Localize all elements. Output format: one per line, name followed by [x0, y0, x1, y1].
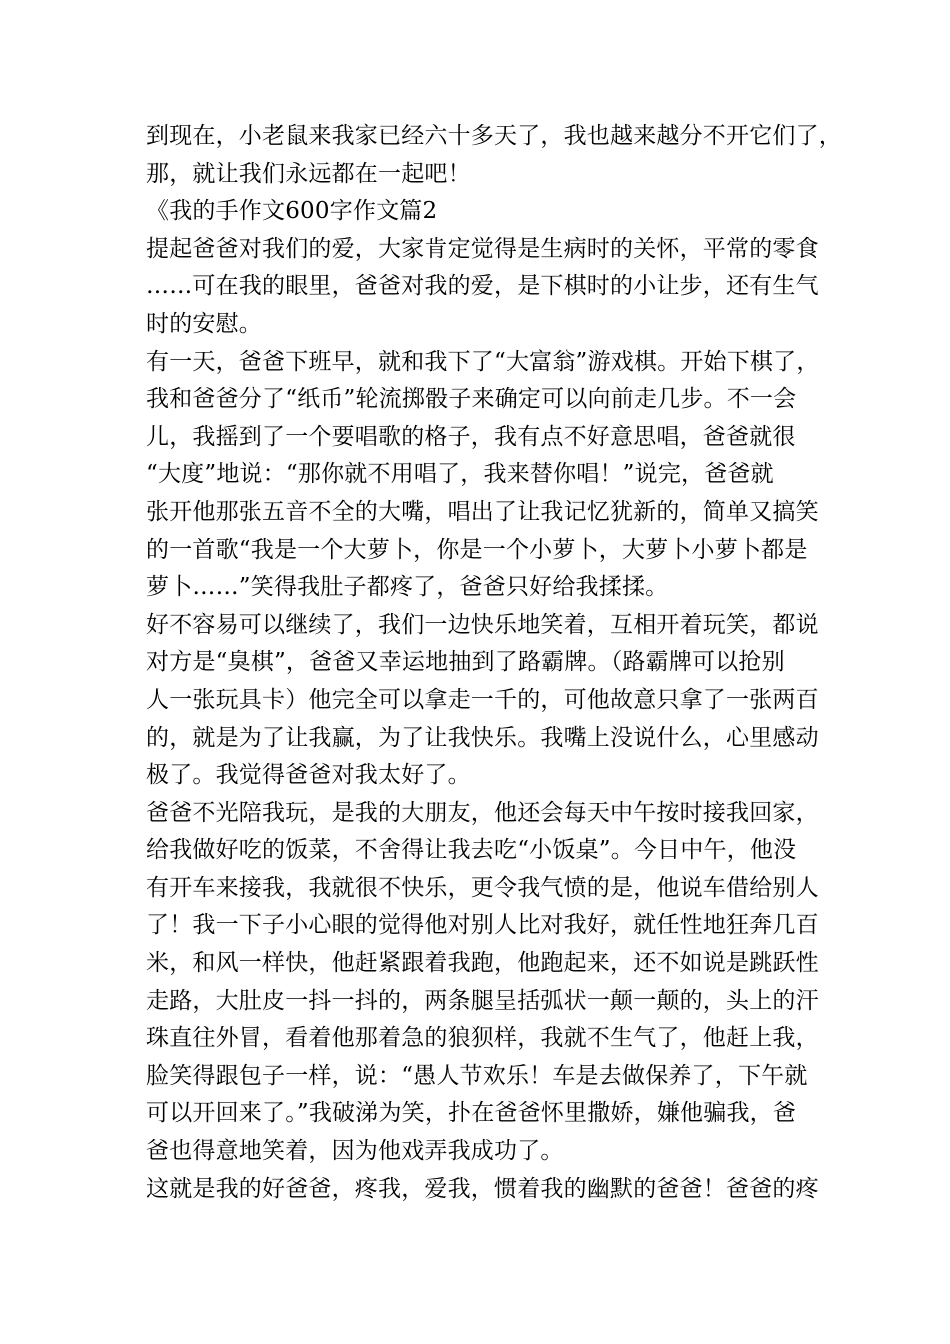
- text-line: 米，和风一样快，他赶紧跟着我跑，他跑起来，还不如说是跳跃性: [146, 950, 819, 977]
- text-line: 好不容易可以继续了，我们一边快乐地笑着，互相开着玩笑，都说: [146, 611, 819, 638]
- text-line: 儿，我摇到了一个要唱歌的格子，我有点不好意思唱，爸爸就很: [146, 423, 796, 450]
- text-line: 爸也得意地笑着，因为他戏弄我成功了。: [146, 1138, 564, 1165]
- text-line: 了！我一下子小心眼的觉得他对别人比对我好，就任性地狂奔几百: [146, 912, 819, 939]
- article-body: [146, 118, 842, 1208]
- text-line: 时的安慰。: [146, 310, 262, 337]
- text-line: 走路，大肚皮一抖一抖的，两条腿呈括弧状一颠一颠的，头上的汗: [146, 987, 819, 1014]
- text-line: 提起爸爸对我们的爱，大家肯定觉得是生病时的关怀，平常的零食: [146, 235, 819, 262]
- text-line: 的一首歌“我是一个大萝卜，你是一个小萝卜，大萝卜小萝卜都是: [146, 536, 808, 563]
- text-line: ……可在我的眼里，爸爸对我的爱，是下棋时的小让步，还有生气: [146, 273, 819, 300]
- text-line: 有一天，爸爸下班早，就和我下了“大富翁”游戏棋。开始下棋了，: [146, 348, 820, 375]
- text-line: 萝卜……”笑得我肚子都疼了，爸爸只好给我揉揉。: [146, 574, 669, 601]
- text-line: 我和爸爸分了“纸币”轮流掷骰子来确定可以向前走几步。不一会: [146, 386, 797, 413]
- text-line: 爸爸不光陪我玩，是我的大朋友，他还会每天中午按时接我回家，: [146, 799, 819, 826]
- text-line: 珠直往外冒，看着他那着急的狼狈样，我就不生气了，他赶上我，: [146, 1025, 819, 1052]
- text-line: 对方是“臭棋”，爸爸又幸运地抽到了路霸牌。（路霸牌可以抢别: [146, 649, 785, 676]
- text-line: 那，就让我们永远都在一起吧！: [146, 160, 471, 187]
- text-line: 人一张玩具卡）他完全可以拿走一千的，可他故意只拿了一张两百: [146, 686, 819, 713]
- text-line: 脸笑得跟包子一样，说：“愚人节欢乐！车是去做保养了，下午就: [146, 1062, 808, 1089]
- text-line: 给我做好吃的饭菜，不舍得让我去吃“小饭桌”。今日中午，他没: [146, 837, 797, 864]
- text-line: 张开他那张五音不全的大嘴，唱出了让我记忆犹新的，简单又搞笑: [146, 498, 819, 525]
- text-line: 这就是我的好爸爸，疼我，爱我，惯着我的幽默的爸爸！爸爸的疼: [146, 1175, 819, 1202]
- text-line: 有开车来接我，我就很不快乐，更令我气愤的是，他说车借给别人: [146, 874, 819, 901]
- text-line: “大度”地说：“那你就不用唱了，我来替你唱！”说完，爸爸就: [146, 461, 774, 488]
- text-line: 可以开回来了。”我破涕为笑，扑在爸爸怀里撒娇，嫌他骗我，爸: [146, 1100, 797, 1127]
- text-line: 极了。我觉得爸爸对我太好了。: [146, 762, 471, 789]
- text-line: 到现在，小老鼠来我家已经六十多天了，我也越来越分不开它们了，: [146, 123, 842, 149]
- text-line: 的，就是为了让我赢，为了让我快乐。我嘴上没说什么，心里感动: [146, 724, 819, 751]
- section-heading: 《我的手作文600字作文篇2: [146, 198, 438, 225]
